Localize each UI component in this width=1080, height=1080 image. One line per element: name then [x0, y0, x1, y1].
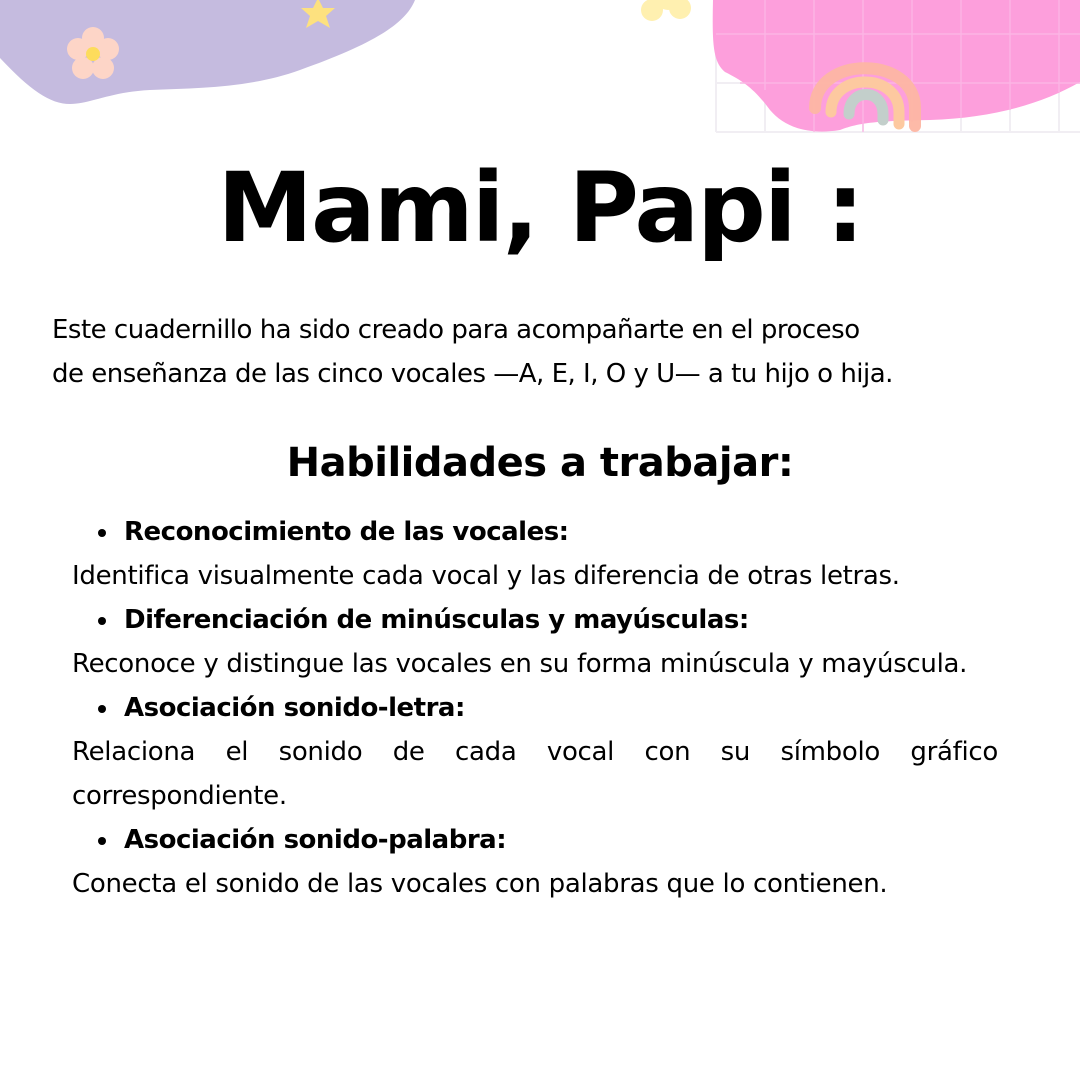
page-title: Mami, Papi :	[217, 152, 863, 264]
skill-description: Identifica visualmente cada vocal y las diferencia de otras letras.	[72, 561, 900, 591]
bullet-icon	[98, 837, 106, 845]
bullet-icon	[98, 617, 106, 625]
skill-description: Reconoce y distingue las vocales en su forma minúscula y mayúscula.	[72, 649, 968, 679]
skill-description: Conecta el sonido de las vocales con palabras que lo contienen.	[72, 869, 888, 899]
intro-line-1: Este cuadernillo ha sido creado para acompañarte en el proceso	[52, 315, 860, 345]
skills-list	[72, 510, 998, 906]
skill-item	[72, 598, 998, 686]
skill-title: Diferenciación de minúsculas y mayúsculas:	[124, 605, 749, 635]
skill-title: Reconocimiento de las vocales:	[124, 517, 569, 547]
skill-item	[72, 818, 998, 906]
header-decorations	[0, 0, 1080, 140]
bullet-icon	[98, 529, 106, 537]
lavender-blob	[0, 0, 415, 104]
yellow-flower-icon	[641, 0, 691, 21]
skill-title: Asociación sonido-palabra:	[124, 825, 507, 855]
intro-paragraph	[52, 308, 1012, 396]
skill-description: Relaciona el sonido de cada vocal con su símbolo gráfico correspondiente.	[72, 737, 998, 811]
skill-item	[72, 510, 998, 598]
bullet-icon	[98, 705, 106, 713]
intro-line-2: de enseñanza de las cinco vocales —A, E, I, O y U— a tu hijo o hija.	[52, 359, 893, 389]
skill-title: Asociación sonido-letra:	[124, 693, 465, 723]
skills-heading: Habilidades a trabajar:	[286, 440, 794, 486]
skill-item	[72, 686, 998, 818]
